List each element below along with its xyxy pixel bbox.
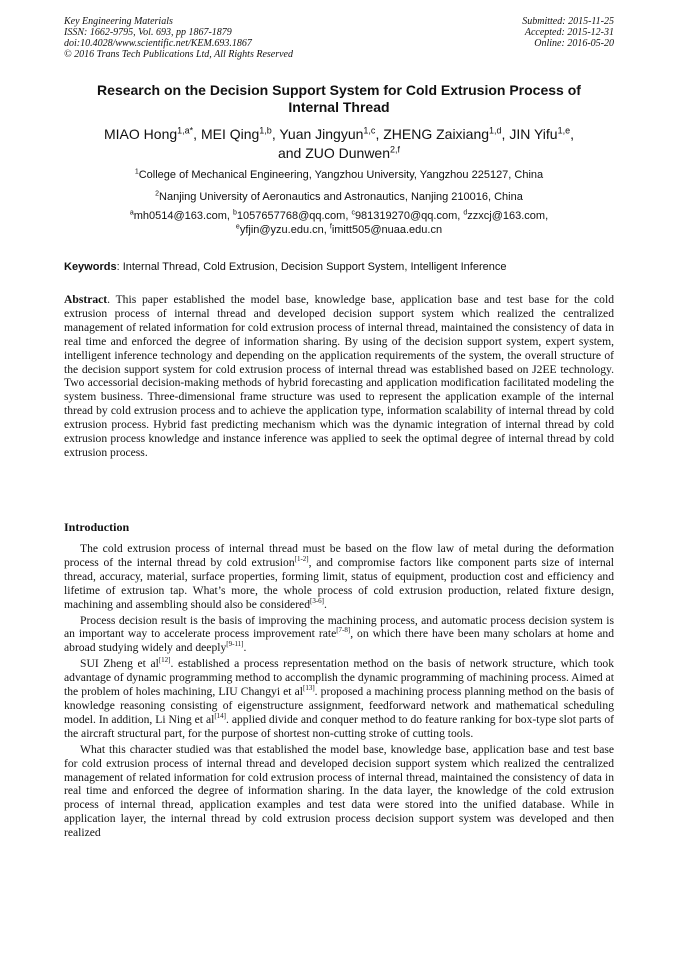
paragraph: What this character studied was that established the model base, knowledge base, application base and test base for cold extrusion process of internal thread and developed decision support system which realized the centralized management of related information for cold extrusion process of internal thread, maintained the consistency of data in real time and enforced the degree of information sharing. In the data layer, the knowledge of the cold extrusion process of internal thread, application examples and test data were stored into the unified database. While in application layer, the internal thread by cold extrusion process decision support system was developed and then realized <box>64 742 614 840</box>
paragraph: The cold extrusion process of internal thread must be based on the flow law of metal during the deformation process of the internal thread by cold extrusion[1-2], and compromise factors like component parts size of internal thread, accuracy, material, surface properties, forming limit, status of equipment, production cost and efficiency and lifetime of extrusion tap. What’s more, the whole process of cold extrusion production, related fixture design, machining and assembling should also be considered[3-6]. <box>64 542 615 611</box>
affiliation-2: $^2$Nanjing University of Aeronautics and Astronautics, Nanjing 210016, China <box>155 190 523 203</box>
keywords-text: : Internal Thread, Cold Extrusion, Decision Support System, Intelligent Inference <box>116 261 507 273</box>
email: $^c$981319270@qq.com, <box>351 209 464 222</box>
paragraph: SUI Zheng et al[12]. established a process representation method on the basis of network structure, which took advantage of dynamic programming method to accomplish the dynamic programming of machining process. Aimed at the problem of holes machining, LIU Changyi et al[13]. proposed a machining process planning method on the basis of knowledge reasoning consisting of eigenstructure assignment, feedforward network and mathematical scheduling model. In addition, Li Ning et al[14]. applied divide and conquer method to do feature ranking for box-type slot parts of the aircraft structural part, for the purpose of shortest non-cutting stroke of cutting tools. <box>64 656 615 740</box>
issn: ISSN: 1662-9795, Vol. 693, pp 1867-1879 <box>64 27 232 38</box>
abstract <box>64 293 614 460</box>
email: $^d$zzxcj@163.com, <box>463 209 549 222</box>
citation: [7-8] <box>336 626 351 635</box>
author: JIN Yifu$^{1,e}$, <box>509 125 574 142</box>
email: $^f$imitt505@nuaa.edu.cn <box>329 223 443 236</box>
citation: [14] <box>214 712 227 721</box>
affiliation-1: $^1$College of Mechanical Engineering, Yangzhou University, Yangzhou 225127, China <box>134 168 544 181</box>
author: MIAO Hong$^{1,a*}$, <box>104 125 201 142</box>
copyright: © 2016 Trans Tech Publications Ltd, All Rights Reserved <box>64 49 293 60</box>
citation: [9-11] <box>226 640 244 649</box>
abstract-label: Abstract <box>64 293 108 306</box>
citation: [3-6] <box>310 596 324 605</box>
citation: [12] <box>158 656 171 665</box>
doi: doi:10.4028/www.scientific.net/KEM.693.1867 <box>64 38 252 49</box>
email: $^a$mh0514@163.com, <box>129 209 233 222</box>
citation: [1-2] <box>294 555 309 564</box>
section-heading-introduction: Introduction <box>64 520 130 534</box>
citation: [13] <box>303 684 315 693</box>
accepted-date: Accepted: 2015-12-31 <box>524 27 614 38</box>
journal-info <box>64 16 424 60</box>
title-line-2: Internal Thread <box>288 99 390 115</box>
abstract-text: . This paper established the model base, knowledge base, application base and test base for the cold extrusion process of internal thread and developed decision support system which realized the centralized management of related information for cold extrusion process of internal thread, maintained the consistency of data in real time and enforced the degree of information sharing. By using of the decision support system, expert system, intelligent inference technology and depending on the application requirements of the system, the overall structure of the decision support system for cold extrusion process of internal thread was established based on J2EE technology. Two accessorial decision-making methods of hybrid forecasting and application modification facilitated modeling the system business. Three-dimensional frame structure was used to represent the application example of the internal thread by cold extrusion process and to achieve the application type, information scalability of internal thread by cold extrusion process. Hybrid fast predicting mechanism which was the dynamic integration of internal thread by cold extrusion process knowledge and instance inference was applied to seek the optimal degree of internal thread by cold extrusion process. <box>64 293 614 459</box>
online-date: Online: 2016-05-20 <box>534 38 614 49</box>
paragraph: Process decision result is the basis of improving the machining process, and automatic process decision system is an important way to accelerate process improvement rate[7-8], on which there have been many scholars at home and abroad studying widely and deeply[9-11]. <box>64 613 614 655</box>
dates-info <box>374 16 614 49</box>
author-list <box>56 125 622 163</box>
title-line-1: Research on the Decision Support System for Cold Extrusion Process of <box>97 82 581 98</box>
journal-name: Key Engineering Materials <box>64 16 173 27</box>
author: MEI Qing$^{1,b}$, <box>200 125 280 142</box>
author: Yuan Jingyun$^{1,c}$, <box>279 125 384 142</box>
introduction-body <box>64 542 614 842</box>
submitted-date: Submitted: 2015-11-25 <box>522 16 614 27</box>
email: $^e$yfjin@yzu.edu.cn, <box>235 223 330 236</box>
author: and ZUO Dunwen$^{2,f}$ <box>277 144 401 161</box>
paper-title <box>56 82 622 116</box>
keywords <box>64 260 624 274</box>
author: ZHENG Zaixiang$^{1,d}$, <box>383 125 510 142</box>
keywords-label: Keywords <box>64 261 117 273</box>
email-list <box>56 209 622 237</box>
email: $^b$1057657768@qq.com, <box>232 209 352 222</box>
